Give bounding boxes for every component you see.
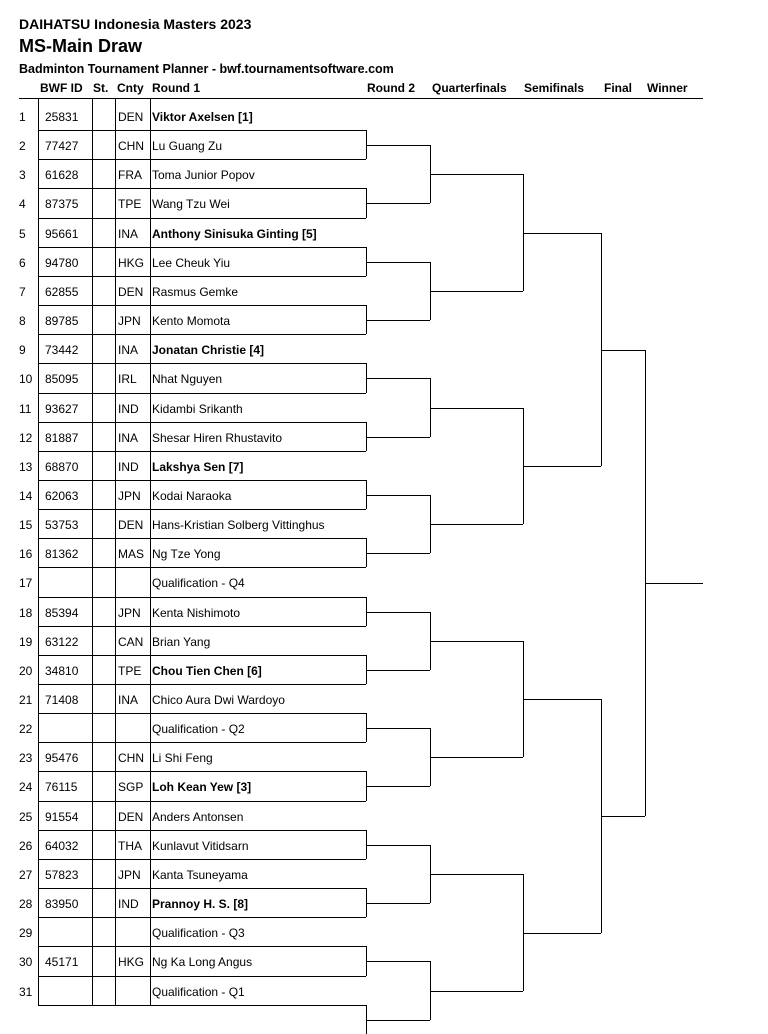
table-row-divider	[38, 684, 366, 685]
column-header-country: Cnty	[117, 81, 144, 95]
row-country: CHN	[118, 751, 144, 765]
row-player-name: Qualification - Q1	[152, 985, 245, 999]
table-row-divider	[38, 859, 366, 860]
row-bwf-id: 89785	[45, 314, 79, 328]
table-row-divider	[38, 480, 366, 481]
row-player-name: Ng Ka Long Angus	[152, 955, 253, 969]
table-row-divider	[38, 159, 366, 160]
quarterfinal-line	[430, 757, 523, 758]
row-player-name: Kunlavut Vitidsarn	[152, 839, 249, 853]
table-row-divider	[38, 801, 366, 802]
table-row-divider	[38, 713, 366, 714]
row-player-name: Kenta Nishimoto	[152, 606, 241, 620]
table-row-divider	[38, 305, 366, 306]
row-player-name: Viktor Axelsen [1]	[152, 110, 253, 124]
row-country: INA	[118, 227, 139, 241]
row-player-name: Rasmus Gemke	[152, 285, 239, 299]
row-player-name: Shesar Hiren Rhustavito	[152, 431, 283, 445]
quarterfinal-line	[430, 874, 523, 875]
row-country: FRA	[118, 168, 142, 182]
column-header-bwf-id: BWF ID	[40, 81, 83, 95]
row-position: 28	[19, 897, 33, 911]
semifinal-line	[523, 933, 601, 934]
row-bwf-id: 94780	[45, 256, 79, 270]
row-bwf-id: 62063	[45, 489, 79, 503]
table-row-divider	[38, 276, 366, 277]
semifinal-line	[523, 466, 601, 467]
winner-line	[645, 583, 703, 584]
round2-line	[366, 378, 430, 379]
table-row-divider	[38, 538, 366, 539]
row-position: 5	[19, 227, 26, 241]
row-country: JPN	[118, 489, 141, 503]
row-player-name: Lee Cheuk Yiu	[152, 256, 231, 270]
row-player-name: Ng Tze Yong	[152, 547, 221, 561]
table-column-divider	[92, 98, 93, 1005]
row-position: 27	[19, 868, 33, 882]
row-player-name: Chou Tien Chen [6]	[152, 664, 262, 678]
row-player-name: Nhat Nguyen	[152, 372, 223, 386]
row-position: 21	[19, 693, 33, 707]
row-country: HKG	[118, 256, 145, 270]
row-player-name: Jonatan Christie [4]	[152, 343, 265, 357]
row-position: 19	[19, 635, 33, 649]
row-bwf-id: 95476	[45, 751, 79, 765]
row-player-name: Anthony Sinisuka Ginting [5]	[152, 227, 317, 241]
table-row-divider	[38, 393, 366, 394]
row-country: THA	[118, 839, 142, 853]
row-position: 8	[19, 314, 26, 328]
semifinal-line	[523, 233, 601, 234]
row-bwf-id: 57823	[45, 868, 79, 882]
row-player-name: Anders Antonsen	[152, 810, 244, 824]
row-country: MAS	[118, 547, 145, 561]
row-country: IRL	[118, 372, 137, 386]
row-country: IND	[118, 402, 139, 416]
row-bwf-id: 61628	[45, 168, 79, 182]
quarterfinal-line	[430, 524, 523, 525]
row-position: 20	[19, 664, 33, 678]
column-header-final: Final	[604, 81, 633, 95]
row-player-name: Li Shi Feng	[152, 751, 213, 765]
column-header-round2: Round 2	[367, 81, 415, 95]
round2-line	[366, 320, 430, 321]
row-position: 6	[19, 256, 26, 270]
row-position: 2	[19, 139, 26, 153]
row-position: 17	[19, 576, 33, 590]
planner-subtitle: Badminton Tournament Planner - bwf.tournamentsoftware.com	[19, 62, 394, 76]
row-bwf-id: 71408	[45, 693, 79, 707]
round2-line	[366, 1020, 430, 1021]
row-player-name: Qualification - Q2	[152, 722, 245, 736]
row-position: 31	[19, 985, 33, 999]
row-bwf-id: 81362	[45, 547, 79, 561]
row-country: HKG	[118, 955, 145, 969]
row-player-name: Kanta Tsuneyama	[152, 868, 248, 882]
table-row-divider	[38, 655, 366, 656]
row-bwf-id: 25831	[45, 110, 79, 124]
table-row-divider	[38, 247, 366, 248]
row-bwf-id: 81887	[45, 431, 79, 445]
table-column-divider	[38, 98, 39, 1005]
row-country: TPE	[118, 664, 142, 678]
table-row-divider	[38, 976, 366, 977]
column-header-semifinals: Semifinals	[524, 81, 585, 95]
row-position: 22	[19, 722, 33, 736]
row-bwf-id: 68870	[45, 460, 79, 474]
table-row-divider	[38, 567, 366, 568]
tournament-title: DAIHATSU Indonesia Masters 2023	[19, 16, 252, 32]
row-position: 26	[19, 839, 33, 853]
row-country: TPE	[118, 197, 142, 211]
row-country: INA	[118, 343, 139, 357]
row-player-name: Lakshya Sen [7]	[152, 460, 244, 474]
quarterfinal-line	[430, 991, 523, 992]
semifinal-line	[523, 699, 601, 700]
row-position: 18	[19, 606, 33, 620]
row-country: IND	[118, 897, 139, 911]
table-row-divider	[38, 830, 366, 831]
row-player-name: Wang Tzu Wei	[152, 197, 230, 211]
row-country: JPN	[118, 606, 141, 620]
column-header-winner: Winner	[647, 81, 688, 95]
table-row-divider	[38, 130, 366, 131]
round2-line	[366, 203, 430, 204]
round2-line	[366, 728, 430, 729]
row-country: CAN	[118, 635, 144, 649]
round2-line	[366, 495, 430, 496]
table-row-divider	[38, 771, 366, 772]
round2-line	[366, 903, 430, 904]
row-player-name: Brian Yang	[152, 635, 211, 649]
row-country: DEN	[118, 518, 144, 532]
row-country: SGP	[118, 780, 144, 794]
round2-line	[366, 145, 430, 146]
row-player-name: Qualification - Q4	[152, 576, 245, 590]
row-player-name: Toma Junior Popov	[152, 168, 255, 182]
row-country: DEN	[118, 810, 144, 824]
row-position: 13	[19, 460, 33, 474]
row-position: 24	[19, 780, 33, 794]
column-header-quarterfinals: Quarterfinals	[432, 81, 507, 95]
final-line	[601, 350, 645, 351]
row-position: 4	[19, 197, 26, 211]
row-bwf-id: 73442	[45, 343, 79, 357]
final-line	[601, 816, 645, 817]
quarterfinal-line	[430, 408, 523, 409]
row-country: JPN	[118, 314, 141, 328]
row-bwf-id: 85095	[45, 372, 79, 386]
row-bwf-id: 62855	[45, 285, 79, 299]
row-player-name: Kodai Naraoka	[152, 489, 232, 503]
quarterfinal-line	[430, 641, 523, 642]
table-row-divider	[38, 451, 366, 452]
row-country: IND	[118, 460, 139, 474]
round2-line	[366, 262, 430, 263]
row-country: JPN	[118, 868, 141, 882]
quarterfinal-line	[430, 291, 523, 292]
row-position: 15	[19, 518, 33, 532]
table-row-divider	[38, 218, 366, 219]
round2-line	[366, 437, 430, 438]
table-row-divider	[38, 334, 366, 335]
table-row-divider	[38, 188, 366, 189]
table-row-divider	[38, 509, 366, 510]
table-row-divider	[38, 363, 366, 364]
row-position: 16	[19, 547, 33, 561]
table-column-divider	[115, 98, 116, 1005]
row-player-name: Kento Momota	[152, 314, 231, 328]
row-player-name: Chico Aura Dwi Wardoyo	[152, 693, 285, 707]
row-bwf-id: 87375	[45, 197, 79, 211]
row-position: 23	[19, 751, 33, 765]
quarterfinal-line	[430, 174, 523, 175]
row-country: DEN	[118, 285, 144, 299]
row-country: INA	[118, 431, 139, 445]
column-header-round1: Round 1	[152, 81, 200, 95]
row-bwf-id: 53753	[45, 518, 79, 532]
draw-title: MS-Main Draw	[19, 36, 143, 56]
row-bwf-id: 64032	[45, 839, 79, 853]
row-bwf-id: 91554	[45, 810, 79, 824]
table-row-divider	[38, 422, 366, 423]
table-row-divider	[38, 1005, 366, 1006]
row-bwf-id: 77427	[45, 139, 79, 153]
row-country: DEN	[118, 110, 144, 124]
row-bwf-id: 93627	[45, 402, 79, 416]
table-row-divider	[38, 742, 366, 743]
row-country: INA	[118, 693, 139, 707]
round2-line	[366, 553, 430, 554]
table-row-divider	[38, 917, 366, 918]
row-position: 14	[19, 489, 33, 503]
round2-line	[366, 786, 430, 787]
row-position: 12	[19, 431, 33, 445]
row-player-name: Lu Guang Zu	[152, 139, 223, 153]
row-position: 9	[19, 343, 26, 357]
round2-line	[366, 845, 430, 846]
row-country: CHN	[118, 139, 144, 153]
row-bwf-id: 63122	[45, 635, 79, 649]
row-position: 11	[19, 402, 32, 416]
column-header-status: St.	[93, 81, 109, 95]
row-bwf-id: 45171	[45, 955, 79, 969]
row-position: 30	[19, 955, 33, 969]
table-row-divider	[38, 888, 366, 889]
row-player-name: Hans-Kristian Solberg Vittinghus	[152, 518, 325, 532]
row-bwf-id: 76115	[45, 780, 78, 794]
table-row-divider	[38, 597, 366, 598]
row-position: 3	[19, 168, 26, 182]
round2-line	[366, 670, 430, 671]
table-column-divider	[150, 98, 151, 1005]
row-position: 29	[19, 926, 33, 940]
round2-line	[366, 961, 430, 962]
row-bwf-id: 95661	[45, 227, 79, 241]
table-row-divider	[38, 626, 366, 627]
header-underline	[19, 98, 703, 99]
round2-line	[366, 612, 430, 613]
table-row-divider	[38, 946, 366, 947]
row-bwf-id: 85394	[45, 606, 79, 620]
row-player-name: Prannoy H. S. [8]	[152, 897, 249, 911]
row-position: 7	[19, 285, 26, 299]
row-player-name: Kidambi Srikanth	[152, 402, 243, 416]
row-player-name: Loh Kean Yew [3]	[152, 780, 252, 794]
row-bwf-id: 34810	[45, 664, 79, 678]
row-bwf-id: 83950	[45, 897, 79, 911]
row-position: 25	[19, 810, 33, 824]
row-position: 10	[19, 372, 33, 386]
row-player-name: Qualification - Q3	[152, 926, 245, 940]
row-position: 1	[19, 110, 26, 124]
